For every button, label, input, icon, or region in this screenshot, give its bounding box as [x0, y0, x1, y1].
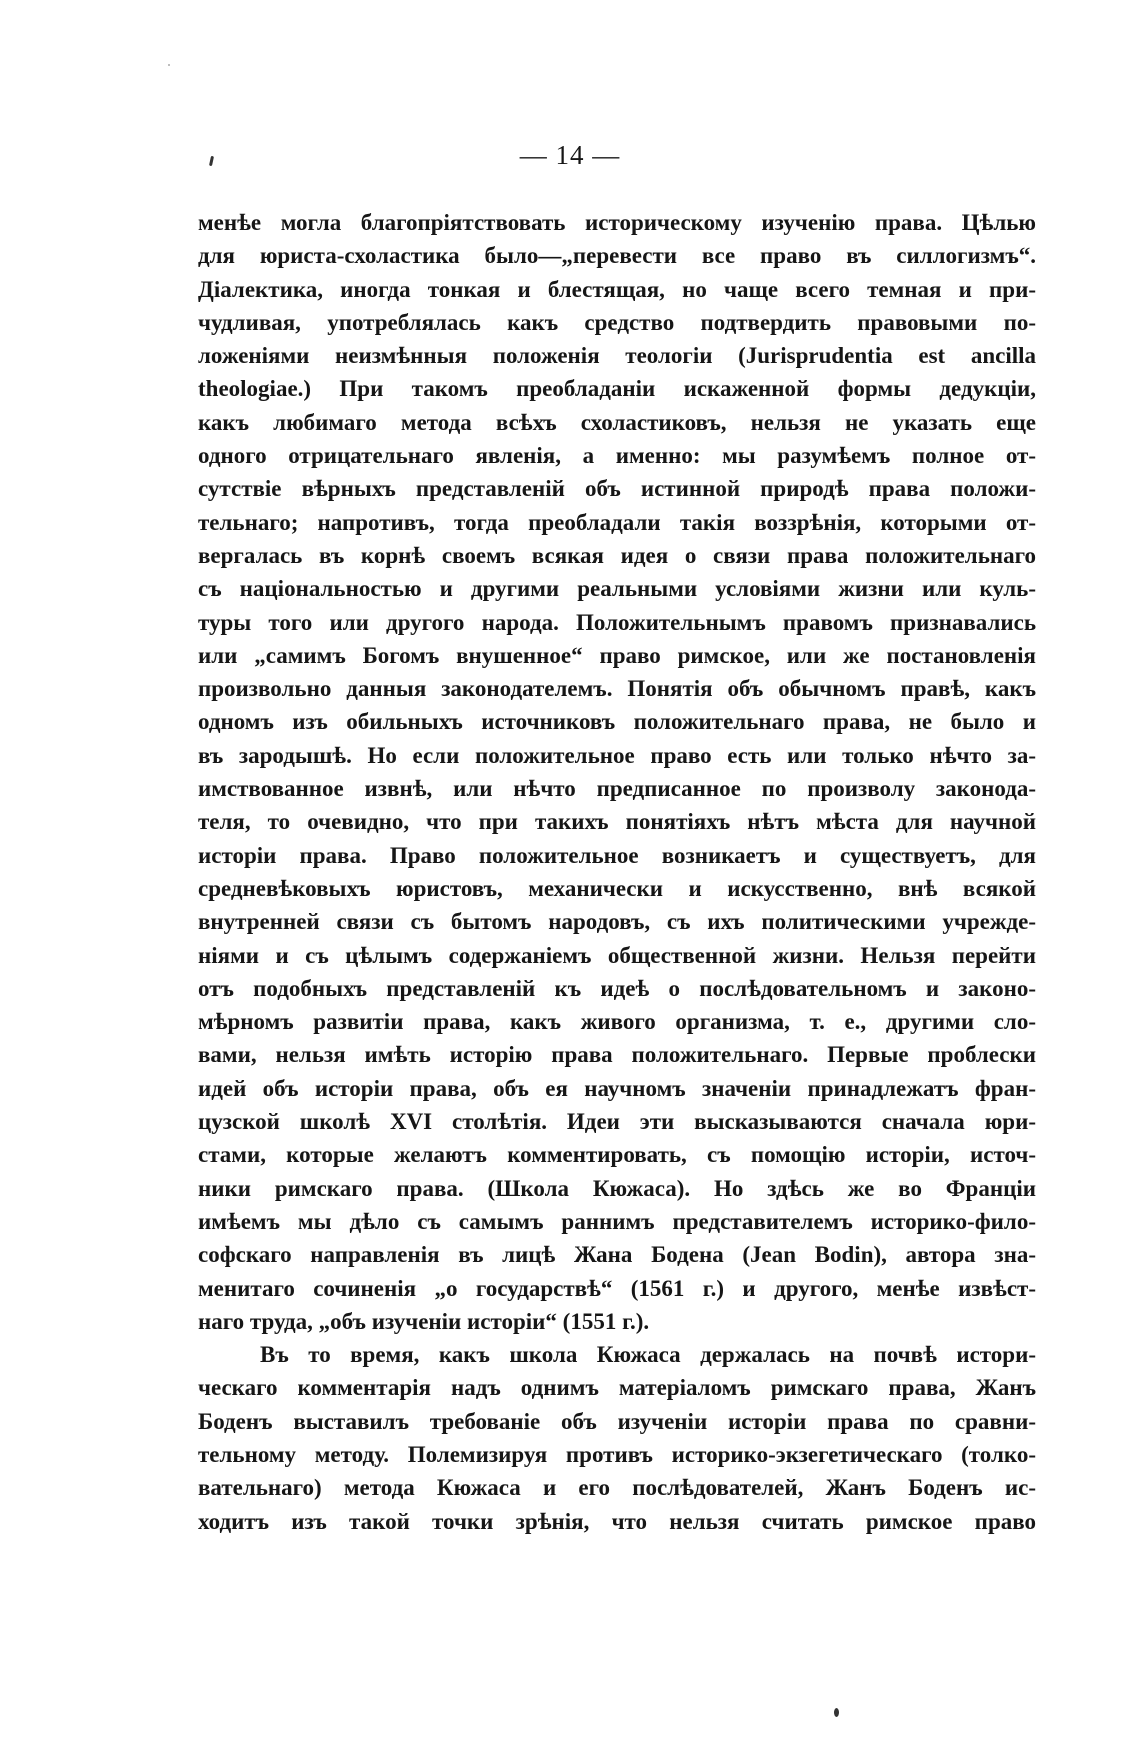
- text-line: ніями и съ цѣлымъ содержаніемъ общественной жизни. Нельзя перейти: [198, 942, 1036, 968]
- text-line: отъ подобныхъ представленій къ идеѣ о послѣдовательномъ и законо-: [198, 975, 1036, 1001]
- text-line: идей объ исторіи права, объ ея научномъ значеніи принадлежатъ фран-: [198, 1075, 1036, 1101]
- text-line: въ зародышѣ. Но если положительное право есть или только нѣчто за-: [198, 742, 1036, 768]
- text-line: тельному методу. Полемизируя противъ историко-экзегетическаго (толко-: [198, 1441, 1036, 1467]
- text-line: произвольно данныя законодателемъ. Понятія объ обычномъ правѣ, какъ: [198, 676, 1036, 702]
- text-line: вергалась въ корнѣ своемъ всякая идея о связи права положительнаго: [198, 542, 1036, 568]
- text-line: средневѣковыхъ юристовъ, механически и искусственно, внѣ всякой: [198, 875, 1036, 901]
- text-line: тельнаго; напротивъ, тогда преобладали такія воззрѣнія, которыми от-: [198, 509, 1036, 535]
- text-line: какъ любимаго метода всѣхъ схоластиковъ, нельзя не указать еще: [198, 409, 1036, 435]
- text-line: теля, то очевидно, что при такихъ понятіяхъ нѣтъ мѣста для научной: [198, 809, 1036, 835]
- text-line: вательнаго) метода Кюжаса и его послѣдователей, Жанъ Боденъ ис-: [198, 1475, 1036, 1501]
- scan-speck: [168, 64, 170, 66]
- text-line: чудливая, употреблялась какъ средство подтвердить правовыми по-: [198, 309, 1036, 335]
- scan-speck: [834, 1708, 839, 1717]
- text-line: вами, нельзя имѣть исторію права положительнаго. Первые проблески: [198, 1042, 1036, 1068]
- text-line: одного отрицательнаго явленія, а именно: мы разумѣемъ полное от-: [198, 443, 1036, 469]
- text-line: или „самимъ Богомъ внушенное“ право римское, или же постановленія: [198, 642, 1036, 668]
- text-line: съ національностью и другими реальными условіями жизни или куль-: [198, 576, 1036, 602]
- text-line: ходитъ изъ такой точки зрѣнія, что нельзя считать римское право: [198, 1508, 1036, 1534]
- text-line: для юриста-схоластика было—„перевести все право въ силлогизмъ“.: [198, 243, 1036, 269]
- page-number: — 14 —: [519, 140, 621, 170]
- text-line: Боденъ выставилъ требованіе объ изученіи исторіи права по сравни-: [198, 1408, 1036, 1434]
- text-line: внутренней связи съ бытомъ народовъ, съ ихъ политическими учрежде-: [198, 909, 1036, 935]
- text-line: ники римскаго права. (Школа Кюжаса). Но здѣсь же во Франціи: [198, 1175, 1036, 1201]
- paragraph-start-line: Въ то время, какъ школа Кюжаса держалась на почвѣ истори-: [260, 1342, 1036, 1368]
- text-line: имѣемъ мы дѣло съ самымъ раннимъ представителемъ историко-фило-: [198, 1208, 1036, 1234]
- text-line: одномъ изъ обильныхъ источниковъ положительнаго права, не было и: [198, 709, 1036, 735]
- text-line: менѣе могла благопріятствовать историческому изученію права. Цѣлью: [198, 210, 1036, 235]
- text-line: исторіи права. Право положительное возникаетъ и существуетъ, для: [198, 842, 1036, 868]
- text-line: стами, которые желаютъ комментировать, съ помощію исторіи, источ-: [198, 1142, 1036, 1168]
- text-line: сутствіе вѣрныхъ представленій объ истинной природѣ права положи-: [198, 476, 1036, 502]
- text-line: менитаго сочиненія „о государствѣ“ (1561 г.) и другого, менѣе извѣст-: [198, 1275, 1036, 1301]
- body-text: [198, 206, 1036, 1538]
- text-line: имствованное извнѣ, или нѣчто предписанное по произволу законода-: [198, 776, 1036, 802]
- text-line: ложеніями неизмѣнныя положенія теологіи (Jurisprudentia est ancilla: [198, 343, 1036, 369]
- text-line: Діалектика, иногда тонкая и блестящая, но чаще всего темная и при-: [198, 276, 1036, 302]
- paragraph-end-line: наго труда, „объ изученіи исторіи“ (1551 г.).: [198, 1308, 650, 1334]
- text-line: theologiae.) При такомъ преобладаніи искаженной формы дедукціи,: [198, 376, 1036, 402]
- text-line: ческаго комментарія надъ однимъ матеріаломъ римскаго права, Жанъ: [198, 1375, 1036, 1401]
- text-line: мѣрномъ развитіи права, какъ живого организма, т. е., другими сло-: [198, 1009, 1036, 1035]
- text-line: софскаго направленія въ лицѣ Жана Бодена (Jean Bodin), автора зна-: [198, 1242, 1036, 1268]
- text-line: туры того или другого народа. Положительнымъ правомъ признавались: [198, 609, 1036, 635]
- text-line: цузской школѣ XVI столѣтія. Идеи эти высказываются сначала юри-: [198, 1109, 1036, 1135]
